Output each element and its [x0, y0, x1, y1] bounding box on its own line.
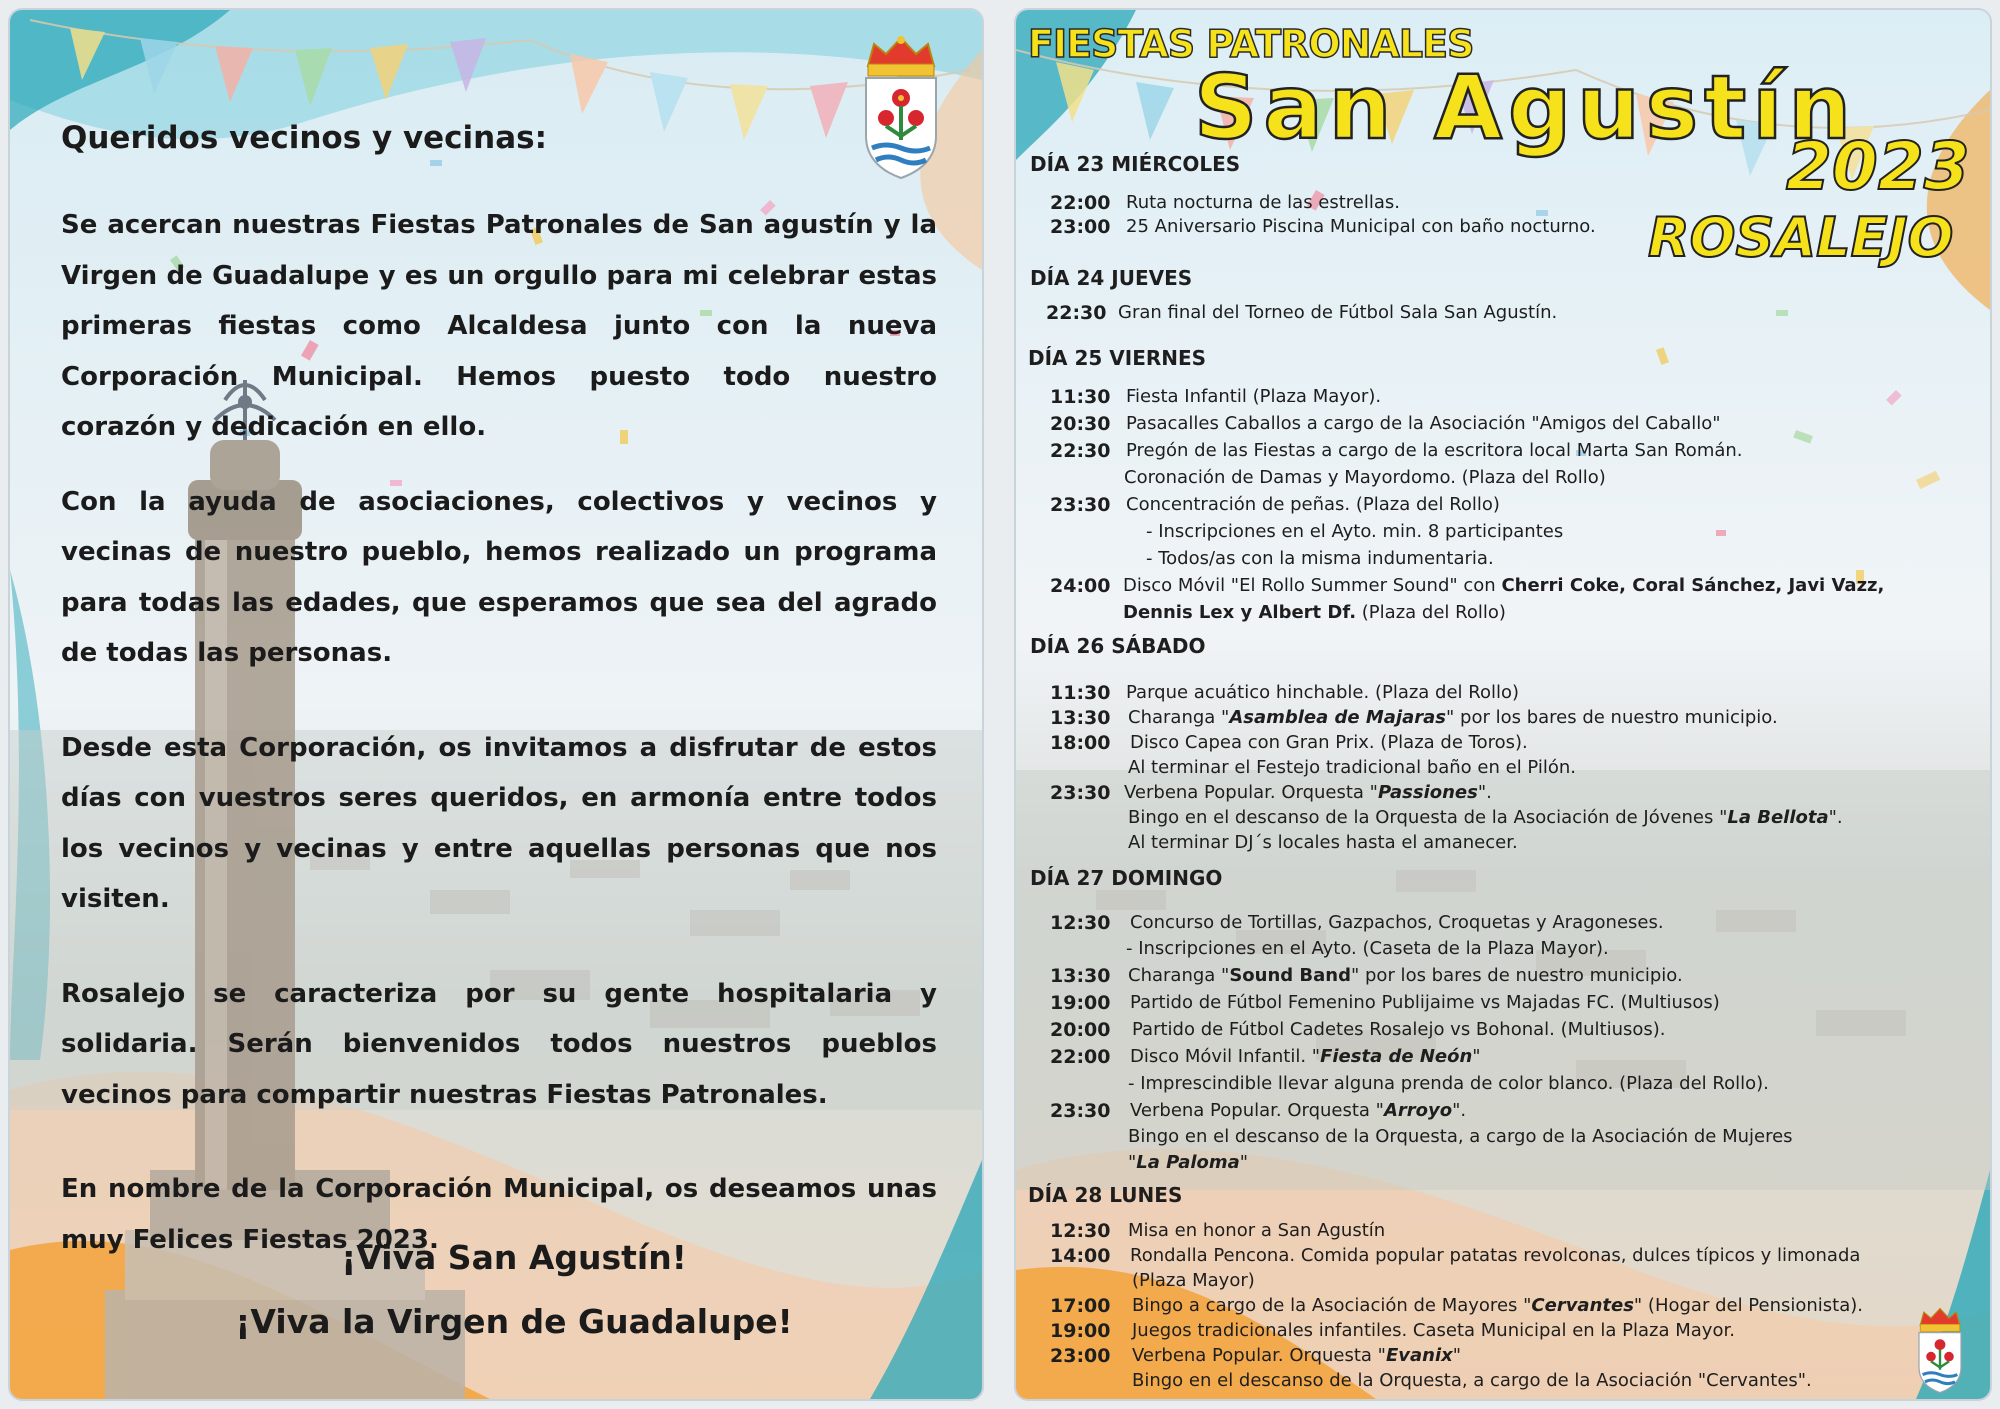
event-description	[1123, 575, 1884, 596]
event-description	[1123, 602, 1506, 623]
event-text: Charanga "	[1128, 707, 1230, 728]
day-heading: DÍA 25 VIERNES	[1028, 346, 1207, 370]
event-description	[1128, 965, 1683, 986]
event-highlight: La Paloma	[1136, 1152, 1240, 1173]
event-highlight: Arroyo	[1383, 1100, 1453, 1121]
event-description	[1130, 1100, 1466, 1121]
event-description: - Inscripciones en el Ayto. min. 8 participantes	[1146, 521, 1564, 542]
event-time: 18:00	[1050, 732, 1111, 754]
event-description	[1132, 1295, 1863, 1316]
event-highlight: Sound Band	[1229, 965, 1351, 986]
event-time: 23:00	[1050, 216, 1111, 238]
event-text: " por los bares de nuestro municipio.	[1351, 965, 1683, 986]
event-time: 19:00	[1050, 992, 1111, 1014]
event-description	[1132, 1345, 1461, 1366]
municipal-coat-of-arms-small	[1912, 1305, 1968, 1395]
event-description: Pasacalles Caballos a cargo de la Asociación "Amigos del Caballo"	[1126, 413, 1721, 434]
event-description: - Imprescindible llevar alguna prenda de color blanco. (Plaza del Rollo).	[1128, 1073, 1769, 1094]
event-description: Concurso de Tortillas, Gazpachos, Croquetas y Aragoneses.	[1130, 912, 1664, 933]
event-time: 13:30	[1050, 965, 1111, 987]
event-description	[1124, 782, 1492, 803]
event-description: Pregón de las Fiestas a cargo de la escritora local Marta San Román.	[1126, 440, 1743, 461]
letter-paragraph: Rosalejo se caracteriza por su gente hospitalaria y solidaria. Serán bienvenidos todos nuestros pueblos vecinos para compartir nuestras Fiestas Patronales.	[61, 978, 937, 1110]
event-description	[1130, 1046, 1481, 1067]
event-description: Fiesta Infantil (Plaza Mayor).	[1126, 386, 1382, 407]
event-description: Bingo en el descanso de la Orquesta, a cargo de la Asociación "Cervantes".	[1132, 1370, 1812, 1391]
letter-paragraph: Desde esta Corporación, os invitamos a disfrutar de estos días con vuestros seres queridos, en armonía entre todos los vecinos y vecinas y entre aquellas personas que nos visiten.	[61, 732, 937, 914]
event-performers: Dennis Lex y Albert Df.	[1123, 602, 1357, 623]
letter-panel	[10, 10, 982, 1399]
event-description: - Inscripciones en el Ayto. (Caseta de la Plaza Mayor).	[1126, 938, 1609, 959]
letter-paragraph: Con la ayuda de asociaciones, colectivos y vecinos y vecinas de nuestro pueblo, hemos realizado un programa para todas las edades, que esperamos que sea del agrado de todas las personas.	[61, 486, 937, 668]
letter-paragraph: En nombre de la Corporación Municipal, os deseamos unas muy Felices Fiestas 2023.	[61, 1174, 937, 1255]
event-description: Disco Capea con Gran Prix. (Plaza de Toros).	[1130, 732, 1528, 753]
event-time: 22:30	[1046, 302, 1107, 324]
event-text: " por los bares de nuestro municipio.	[1446, 707, 1778, 728]
event-text: " (Hogar del Pensionista).	[1633, 1295, 1863, 1316]
event-text: Verbena Popular. Orquesta "	[1130, 1100, 1384, 1121]
event-time: 12:30	[1050, 912, 1111, 934]
event-text: ".	[1452, 1100, 1467, 1121]
event-highlight: Passiones	[1377, 782, 1478, 803]
event-time: 14:00	[1050, 1245, 1111, 1267]
event-time: 13:30	[1050, 707, 1111, 729]
day-heading: DÍA 24 JUEVES	[1030, 266, 1193, 290]
event-text: Verbena Popular. Orquesta "	[1132, 1345, 1386, 1366]
event-text: "	[1239, 1152, 1249, 1173]
event-time: 20:30	[1050, 413, 1111, 435]
event-time: 11:30	[1050, 682, 1111, 704]
event-description: Al terminar el Festejo tradicional baño en el Pilón.	[1128, 757, 1577, 778]
title-fiestas-patronales: FIESTAS PATRONALES	[1028, 22, 1474, 66]
title-year: 2023	[1786, 128, 1970, 205]
event-description: Misa en honor a San Agustín	[1128, 1220, 1386, 1241]
program-panel	[1016, 10, 1990, 1399]
event-description: Gran final del Torneo de Fútbol Sala San Agustín.	[1118, 302, 1558, 323]
event-time: 12:30	[1050, 1220, 1111, 1242]
title-rosalejo: ROSALEJO	[1648, 206, 1954, 269]
event-time: 22:00	[1050, 192, 1111, 214]
event-text: ".	[1477, 782, 1492, 803]
event-time: 23:30	[1050, 1100, 1111, 1122]
event-description: (Plaza Mayor)	[1132, 1270, 1255, 1291]
event-description: Parque acuático hinchable. (Plaza del Rollo)	[1126, 682, 1520, 703]
event-performers: Cherri Coke, Coral Sánchez, Javi Vazz,	[1501, 575, 1885, 596]
event-time: 23:30	[1050, 494, 1111, 516]
letter-greeting: Queridos vecinos y vecinas:	[61, 120, 548, 156]
letter-paragraph: Se acercan nuestras Fiestas Patronales de San agustín y la Virgen de Guadalupe y es un orgullo para mi celebrar estas primeras fiestas como Alcaldesa junto con la nueva Corporación Municipal. Hemos puesto todo nuestro corazón y dedicación en ello.	[61, 210, 937, 442]
welcome-letter	[61, 120, 937, 1289]
event-text: Bingo en el descanso de la Orquesta de la Asociación de Jóvenes "	[1128, 807, 1728, 828]
event-text: Bingo a cargo de la Asociación de Mayores "	[1132, 1295, 1532, 1316]
event-description: Al terminar DJ´s locales hasta el amanecer.	[1128, 832, 1518, 853]
event-description: Juegos tradicionales infantiles. Caseta Municipal en la Plaza Mayor.	[1132, 1320, 1735, 1341]
event-highlight: Evanix	[1385, 1345, 1453, 1366]
event-description: Partido de Fútbol Cadetes Rosalejo vs Bohonal. (Multiusos).	[1132, 1019, 1666, 1040]
event-description: 25 Aniversario Piscina Municipal con baño nocturno.	[1126, 216, 1596, 237]
event-time: 22:30	[1050, 440, 1111, 462]
event-description	[1128, 807, 1843, 828]
closing-cheer-virgen: ¡Viva la Virgen de Guadalupe!	[235, 1302, 793, 1341]
event-description: Rondalla Pencona. Comida popular patatas revolconas, dulces típicos y limonada	[1130, 1245, 1861, 1266]
event-text: "	[1128, 1152, 1137, 1173]
closing-cheer-san-agustin: ¡Viva San Agustín!	[341, 1238, 687, 1277]
event-time: 19:00	[1050, 1320, 1111, 1342]
event-description	[1128, 707, 1778, 728]
event-time: 23:00	[1050, 1345, 1111, 1367]
event-time: 23:30	[1050, 782, 1111, 804]
event-text: Charanga "	[1128, 965, 1230, 986]
event-time: 24:00	[1050, 575, 1111, 597]
title-san-agustin: San Agustín	[1194, 56, 1858, 159]
event-description: Ruta nocturna de las estrellas.	[1126, 192, 1401, 213]
event-description: Bingo en el descanso de la Orquesta, a cargo de la Asociación de Mujeres	[1128, 1126, 1793, 1147]
event-text: Disco Móvil "El Rollo Summer Sound" con	[1123, 575, 1502, 596]
event-time: 11:30	[1050, 386, 1111, 408]
event-description: Coronación de Damas y Mayordomo. (Plaza del Rollo)	[1124, 467, 1606, 488]
event-highlight: Asamblea de Majaras	[1229, 707, 1447, 728]
event-time: 20:00	[1050, 1019, 1111, 1041]
event-text: Disco Móvil Infantil. "	[1130, 1046, 1321, 1067]
day-heading: DÍA 27 DOMINGO	[1030, 866, 1223, 890]
event-text: Verbena Popular. Orquesta "	[1124, 782, 1378, 803]
event-description: Partido de Fútbol Femenino Publijaime vs Majadas FC. (Multiusos)	[1130, 992, 1720, 1013]
event-time: 17:00	[1050, 1295, 1111, 1317]
day-heading: DÍA 23 MIÉRCOLES	[1030, 152, 1241, 176]
day-heading: DÍA 28 LUNES	[1028, 1183, 1183, 1207]
event-time: 22:00	[1050, 1046, 1111, 1068]
event-highlight: Cervantes	[1531, 1295, 1634, 1316]
event-highlight: Fiesta de Neón	[1320, 1046, 1473, 1067]
event-highlight: La Bellota	[1727, 807, 1829, 828]
event-text: (Plaza del Rollo)	[1356, 602, 1506, 623]
event-description: - Todos/as con la misma indumentaria.	[1146, 548, 1494, 569]
day-heading: DÍA 26 SÁBADO	[1030, 634, 1206, 658]
event-text: "	[1472, 1046, 1481, 1067]
event-description	[1128, 1152, 1248, 1173]
event-description: Concentración de peñas. (Plaza del Rollo)	[1126, 494, 1500, 515]
event-text: ".	[1828, 807, 1843, 828]
event-text: "	[1452, 1345, 1462, 1366]
